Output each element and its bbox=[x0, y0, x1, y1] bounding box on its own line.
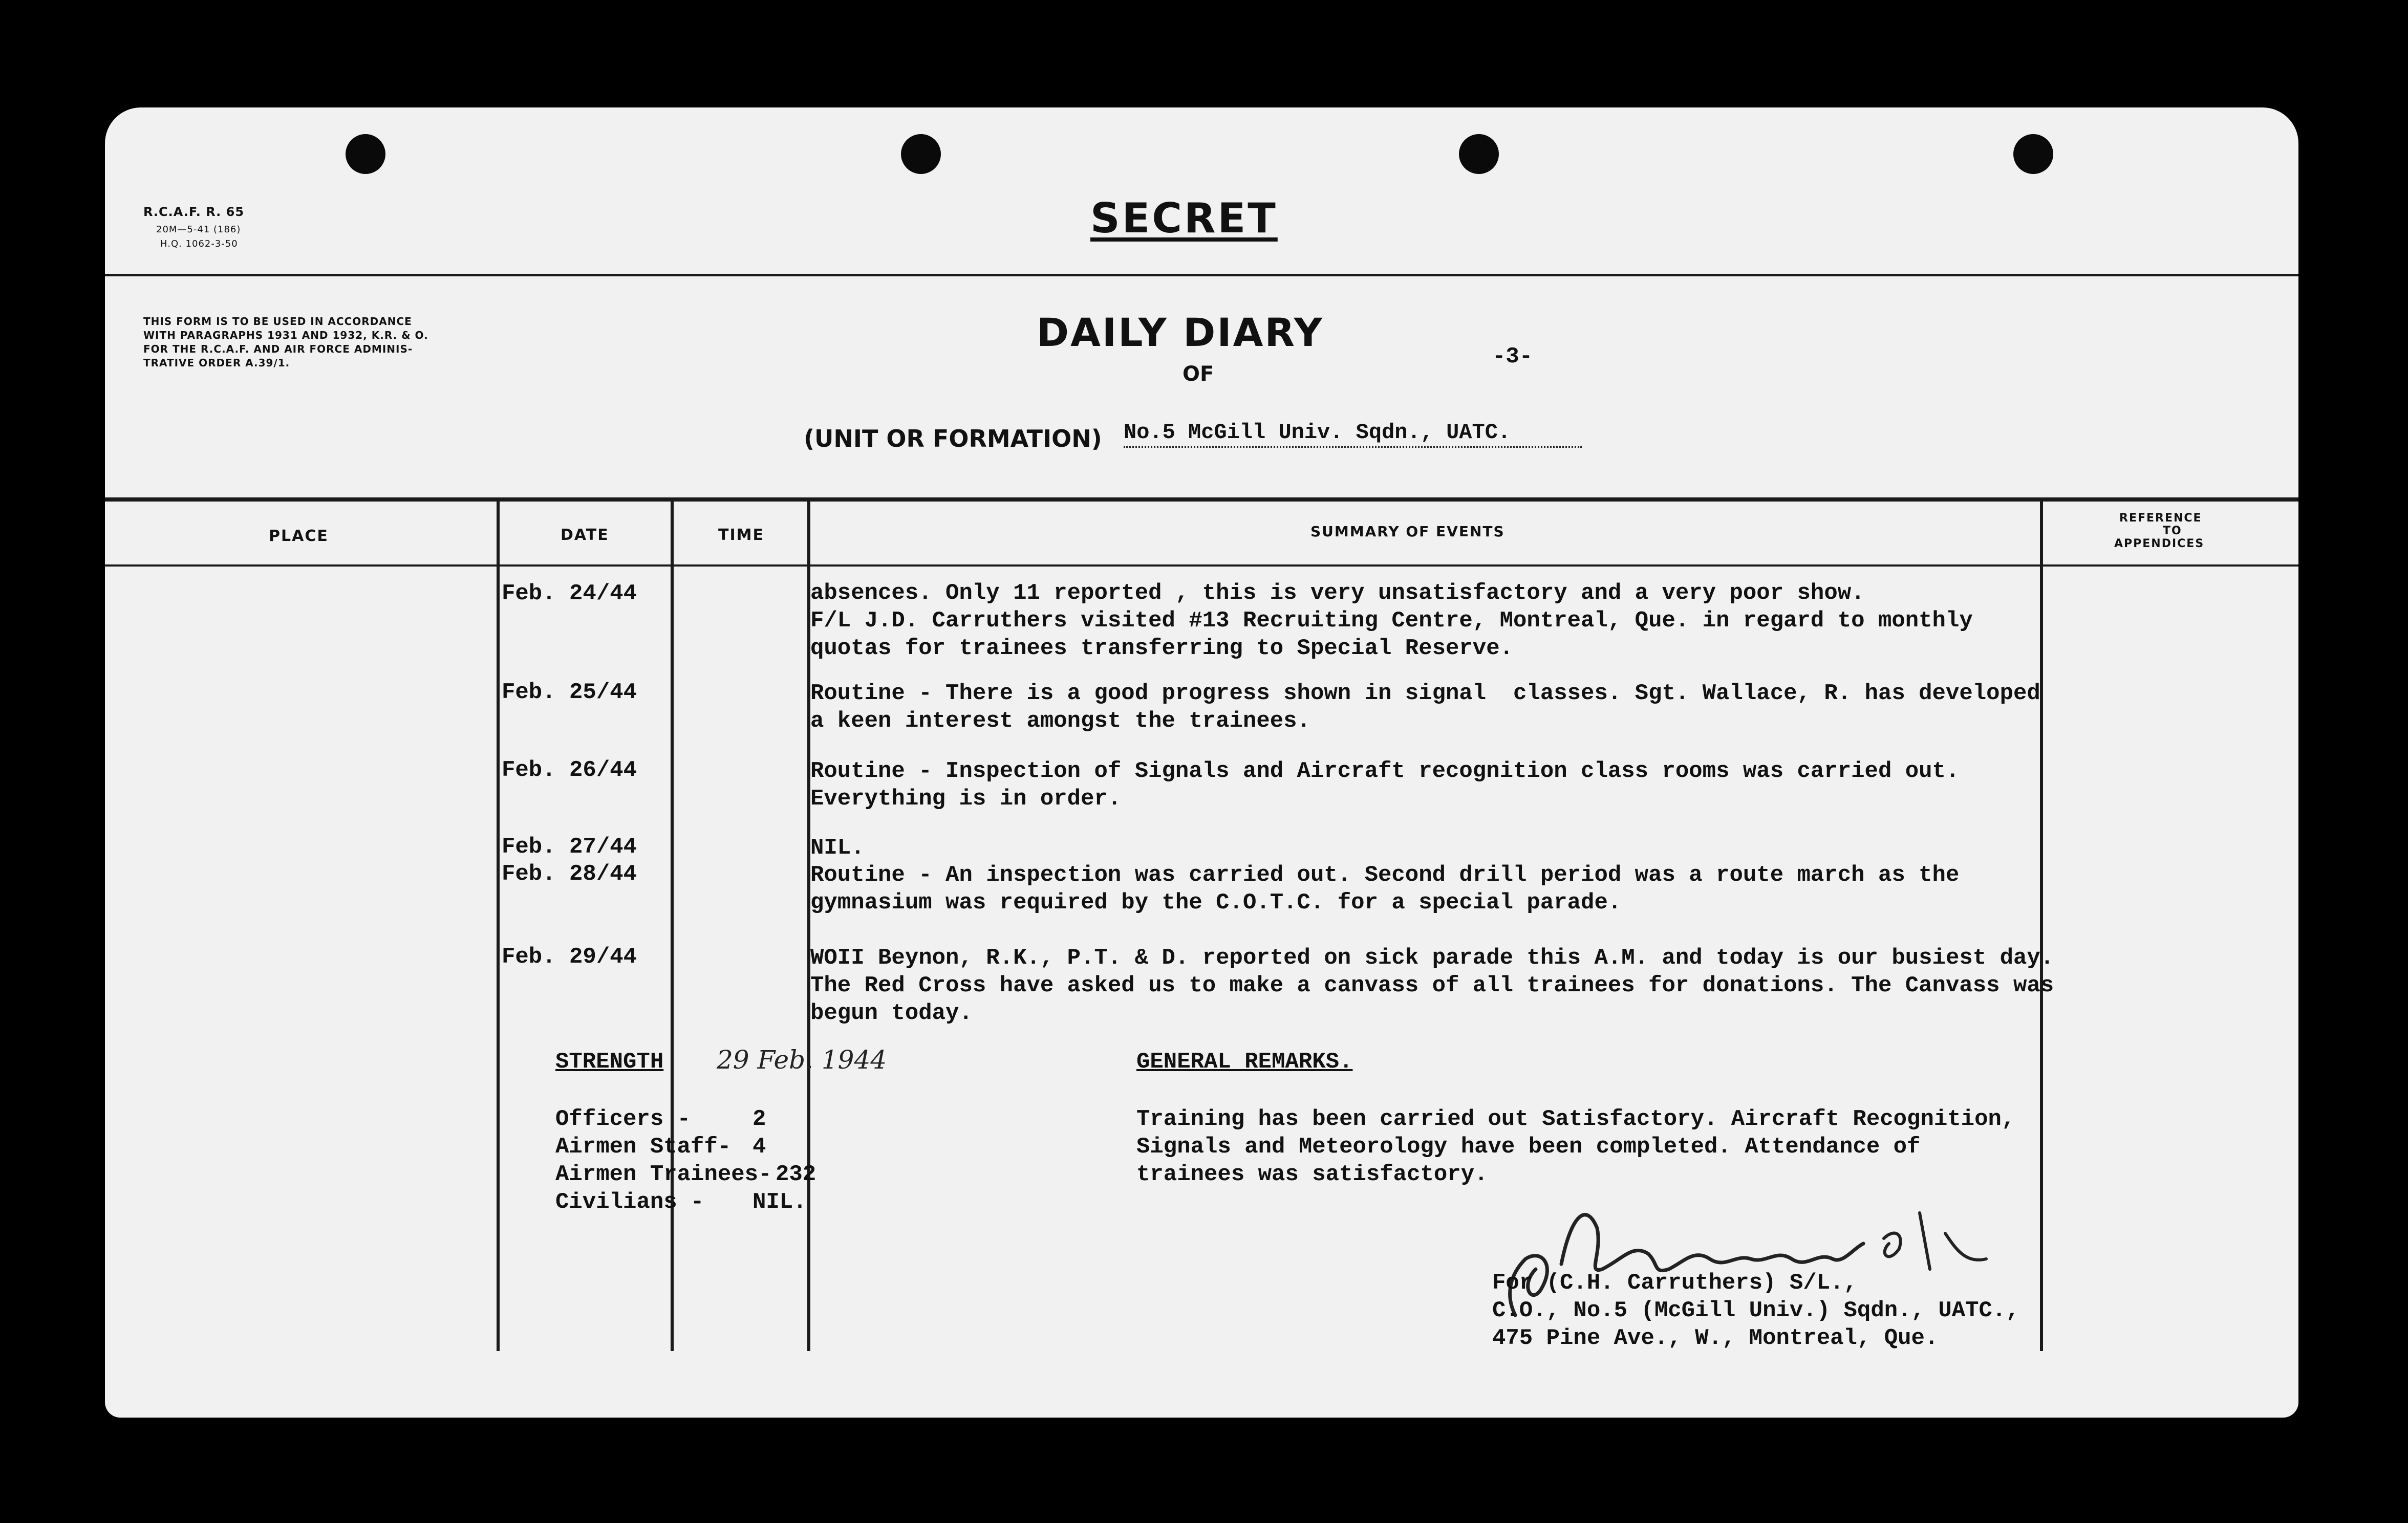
diary-card bbox=[105, 107, 2298, 1418]
entry-summary-line: Routine - Inspection of Signals and Aircraft recognition class rooms was carried out. bbox=[810, 758, 1960, 784]
col-reference: REFERENCE bbox=[2119, 512, 2202, 525]
entry-date: Feb. 29/44 bbox=[502, 944, 637, 970]
punch-hole-2 bbox=[901, 134, 941, 174]
column-header-rule bbox=[105, 564, 2298, 567]
entry-date: Feb. 28/44 bbox=[502, 861, 637, 887]
instruction-line: THIS FORM IS TO BE USED IN ACCORDANCE bbox=[143, 315, 412, 328]
strength-label: Officers - bbox=[555, 1106, 691, 1132]
entry-date: Feb. 24/44 bbox=[502, 581, 637, 606]
entry-date: Feb. 25/44 bbox=[502, 680, 637, 705]
entry-summary-line: The Red Cross have asked us to make a canvass of all trainees for donations. The Canvass was bbox=[810, 973, 2054, 998]
unit-value: No.5 McGill Univ. Sqdn., UATC. bbox=[1124, 419, 1582, 448]
entry-summary-line: Routine - There is a good progress shown in signal classes. Sgt. Wallace, R. has developed bbox=[810, 681, 2040, 706]
divider-date-time bbox=[671, 502, 674, 1351]
entry-summary-line: WOII Beynon, R.K., P.T. & D. reported on sick parade this A.M. and today is our busiest day. bbox=[810, 945, 2054, 971]
divider-place-date bbox=[497, 502, 500, 1351]
general-remarks-line: Training has been carried out Satisfactory. Aircraft Recognition, bbox=[1136, 1106, 2015, 1132]
entry-summary-line: begun today. bbox=[810, 1000, 973, 1026]
punch-hole-4 bbox=[2013, 134, 2053, 174]
diary-of: OF bbox=[1182, 362, 1214, 386]
instruction-line: WITH PARAGRAPHS 1931 AND 1932, K.R. & O. bbox=[143, 329, 428, 341]
entry-summary-line: gymnasium was required by the C.O.T.C. for a special parade. bbox=[810, 890, 1622, 916]
strength-value: 4 bbox=[752, 1134, 766, 1160]
instruction-line: TRATIVE ORDER A.39/1. bbox=[143, 357, 290, 369]
signature-line: 475 Pine Ave., W., Montreal, Que. bbox=[1492, 1325, 1939, 1351]
general-remarks-heading: GENERAL REMARKS. bbox=[1136, 1049, 1353, 1075]
strength-heading: STRENGTH bbox=[555, 1049, 664, 1075]
entry-date: Feb. 26/44 bbox=[502, 757, 637, 783]
header-rule-top bbox=[105, 274, 2298, 276]
entry-summary-line: Everything is in order. bbox=[810, 786, 1122, 812]
print-code-2: H.Q. 1062-3-50 bbox=[160, 238, 238, 249]
punch-hole-3 bbox=[1459, 134, 1499, 174]
strength-label: Airmen Staff- bbox=[555, 1134, 732, 1160]
entry-summary-line: F/L J.D. Carruthers visited #13 Recruiting Centre, Montreal, Que. in regard to monthly bbox=[810, 608, 1973, 634]
strength-value: 232 bbox=[776, 1162, 816, 1187]
print-code-1: 20M—5-41 (186) bbox=[156, 224, 241, 235]
header-rule-bottom bbox=[105, 497, 2298, 502]
diary-title: DAILY DIARY bbox=[1037, 310, 1324, 355]
entry-summary-line: absences. Only 11 reported , this is very unsatisfactory and a very poor show. bbox=[810, 580, 1865, 606]
signature-line: C.O., No.5 (McGill Univ.) Sqdn., UATC., bbox=[1492, 1298, 2019, 1323]
divider-summary-reference bbox=[2040, 502, 2043, 1351]
entry-summary-line: a keen interest amongst the trainees. bbox=[810, 708, 1310, 734]
unit-label: (UNIT OR FORMATION) bbox=[804, 425, 1102, 452]
col-summary: SUMMARY OF EVENTS bbox=[1310, 523, 1505, 540]
col-date: DATE bbox=[561, 526, 609, 544]
strength-label: Airmen Trainees- bbox=[555, 1162, 772, 1187]
signature-line: For (C.H. Carruthers) S/L., bbox=[1492, 1270, 1857, 1296]
form-instructions bbox=[143, 315, 428, 370]
page-number: -3- bbox=[1492, 344, 1533, 369]
strength-value: NIL. bbox=[752, 1189, 807, 1215]
classification-secret: SECRET bbox=[1090, 194, 1278, 242]
entry-summary-line: NIL. bbox=[810, 835, 865, 861]
col-appendices: APPENDICES bbox=[2114, 537, 2205, 550]
strength-value: 2 bbox=[752, 1106, 766, 1132]
entry-date: Feb. 27/44 bbox=[502, 834, 637, 860]
strength-label: Civilians - bbox=[555, 1189, 704, 1215]
instruction-line: FOR THE R.C.A.F. AND AIR FORCE ADMINIS- bbox=[143, 343, 413, 355]
entry-summary-line: Routine - An inspection was carried out. Second drill period was a route march as the bbox=[810, 862, 1960, 888]
col-reference-to: TO bbox=[2163, 525, 2182, 537]
form-number: R.C.A.F. R. 65 bbox=[143, 205, 245, 219]
entry-summary-line: quotas for trainees transferring to Special Reserve. bbox=[810, 636, 1514, 661]
punch-hole-1 bbox=[346, 134, 385, 174]
strength-date-handwritten: 29 Feb. 1944 bbox=[717, 1045, 887, 1075]
general-remarks-line: trainees was satisfactory. bbox=[1136, 1162, 1488, 1187]
col-time: TIME bbox=[718, 526, 764, 544]
general-remarks-line: Signals and Meteorology have been completed. Attendance of bbox=[1136, 1134, 1921, 1160]
col-place: PLACE bbox=[269, 527, 329, 545]
